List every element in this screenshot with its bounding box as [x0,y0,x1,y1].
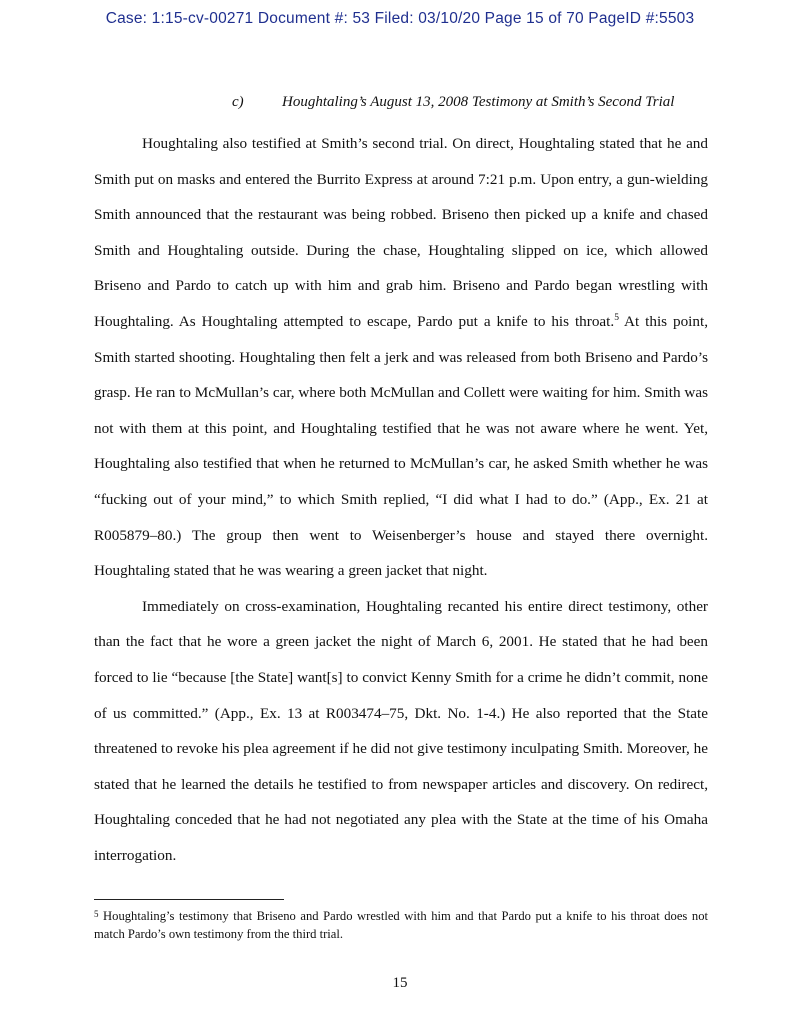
paragraph [94,126,708,589]
footnote-text: Houghtaling’s testimony that Briseno and Pardo wrestled with him and that Pardo put a knife to his throat does not match Pardo’s own testimony from the third trial. [94,909,708,941]
case-header: Case: 1:15-cv-00271 Document #: 53 Filed: 03/10/20 Page 15 of 70 PageID #:5503 [105,10,695,27]
section-label: c) [232,94,244,110]
footnote [94,906,708,943]
section-heading [232,94,674,111]
paragraph-text: At this point, Smith started shooting. Houghtaling then felt a jerk and was released from both Briseno and Pardo’s grasp. He ran to McMullan’s car, where both McMullan and Collett were waiting for him. Smith was not with them at this point, and Houghtaling testified that he was not aware where he went. Yet, Houghtaling also testified that when he returned to McMullan’s car, he asked Smith whether he was “fucking out of your mind,” to which Smith replied, “I did what I had to do.” (App., Ex. 21 at R005879–80.) The group then went to Weisenberger’s house and stayed there overnight. Houghtaling stated that he was wearing a green jacket that night. [94,312,709,580]
page-number: 15 [392,975,408,991]
body-text [94,126,708,873]
footnote-reference: 5 [614,312,619,323]
footnote-divider [94,899,284,900]
paragraph: Immediately on cross-examination, Houghtaling recanted his entire direct testimony, other than the fact that he wore a green jacket the night of March 6, 2001. He stated that he had been forced to lie “because [the State] want[s] to convict Kenny Smith for a crime he didn’t commit, none of us committed.” (App., Ex. 13 at R003474–75, Dkt. No. 1-4.) He also reported that the State threatened to revoke his plea agreement if he did not give testimony inculpating Smith. Moreover, he stated that he learned the details he testified to from newspaper articles and discovery. On redirect, Houghtaling conceded that he had not negotiated any plea with the State at the time of his Omaha interrogation. [94,597,708,864]
footnote-number: 5 [94,909,99,919]
section-title: Houghtaling’s August 13, 2008 Testimony at Smith’s Second Trial [282,94,675,110]
paragraph-text: Houghtaling also testified at Smith’s second trial. On direct, Houghtaling stated that he and Smith put on masks and entered the Burrito Express at around 7:21 p.m. Upon entry, a gun-wielding Smith announced that the restaurant was being robbed. Briseno then picked up a knife and chased Smith and Houghtaling outside. During the chase, Houghtaling slipped on ice, which allowed Briseno and Pardo to catch up with him and grab him. Briseno and Pardo began wrestling with Houghtaling. As Houghtaling attempted to escape, Pardo put a knife to his throat. [94,135,708,330]
